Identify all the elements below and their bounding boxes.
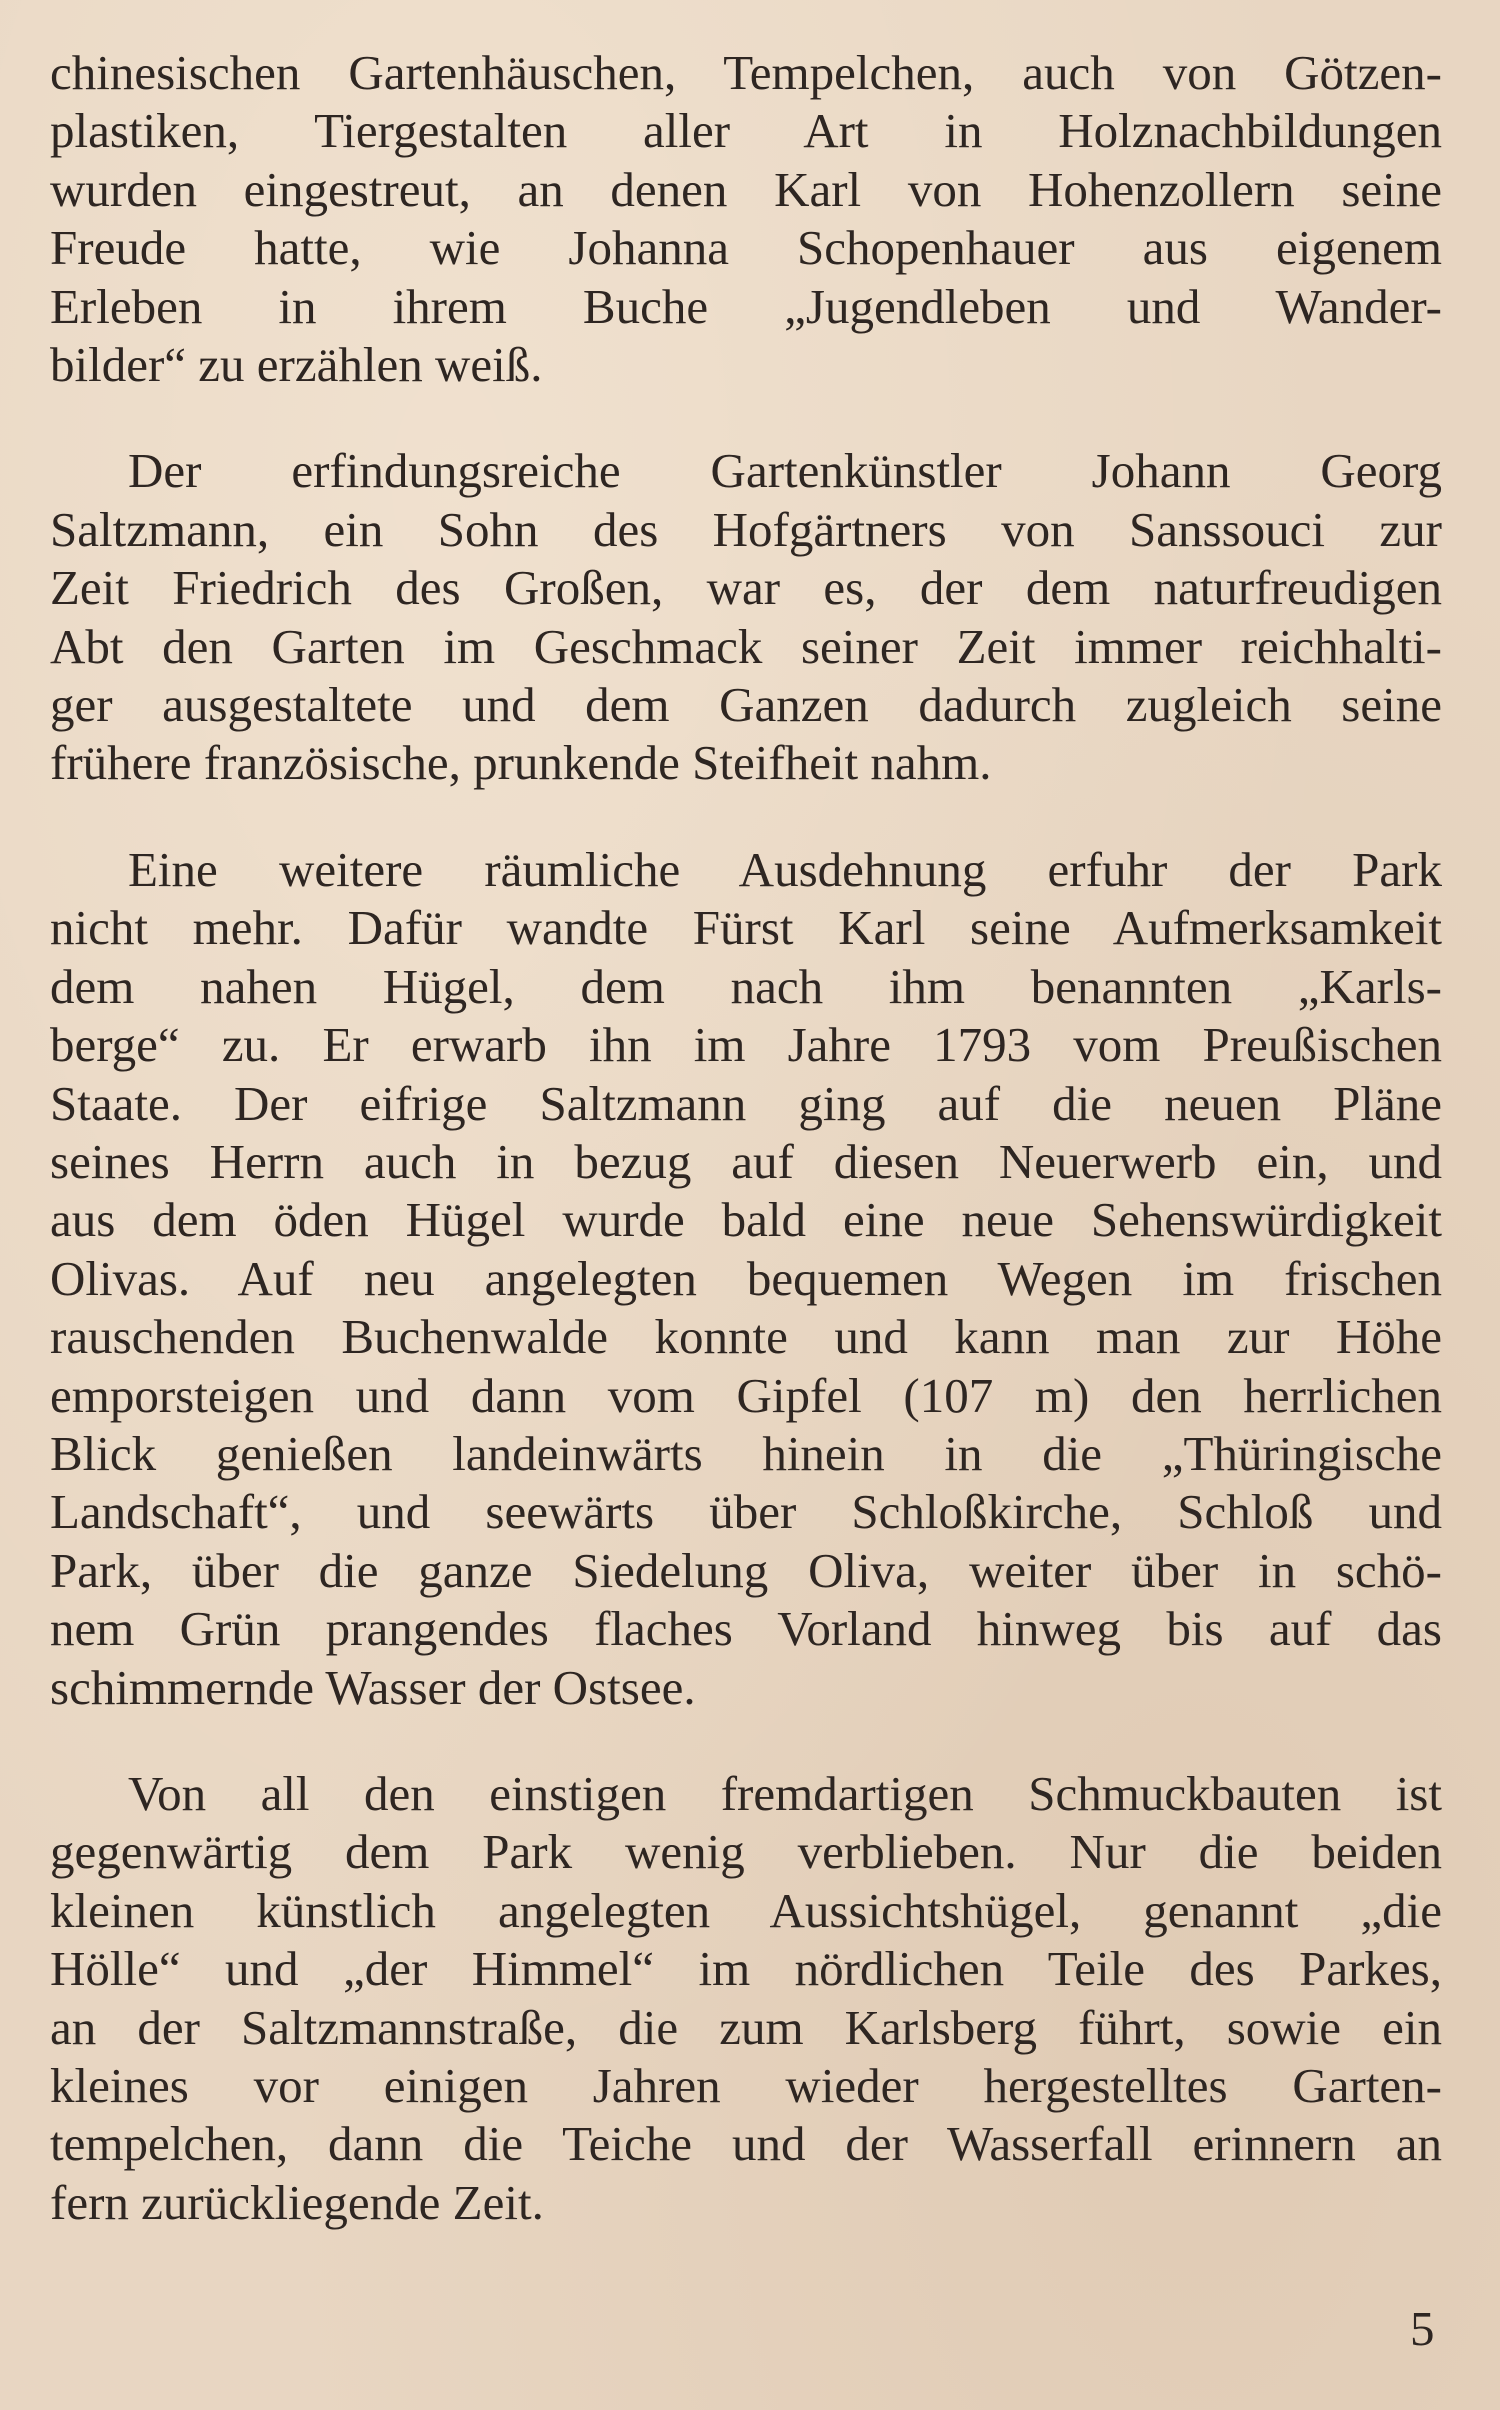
text-line: Freude hatte, wie Johanna Schopenhauer aus eigenem [50, 220, 1442, 276]
text-line: emporsteigen und dann vom Gipfel (107 m) den herrlichen [50, 1367, 1442, 1423]
text-line: wurden eingestreut, an denen Karl von Hohenzollern seine [50, 161, 1442, 217]
text-line: seines Herrn auch in bezug auf diesen Neuerwerb ein, und [50, 1133, 1442, 1189]
text-line: kleinen künstlich angelegten Aussichtshügel, genannt „die [50, 1882, 1442, 1938]
body-text [50, 44, 1442, 2232]
text-line: Olivas. Auf neu angelegten bequemen Wegen im frischen [50, 1250, 1442, 1306]
text-line: plastiken, Tiergestalten aller Art in Holznachbildungen [50, 103, 1442, 159]
text-line: Der erfindungsreiche Gartenkünstler Johann Georg [128, 443, 1442, 499]
text-line: gegenwärtig dem Park wenig verblieben. Nur die beiden [50, 1824, 1442, 1880]
text-line: Saltzmann, ein Sohn des Hofgärtners von Sanssouci zur [50, 501, 1442, 557]
text-line: Hölle“ und „der Himmel“ im nördlichen Teile des Parkes, [50, 1941, 1442, 1997]
paragraph-2 [50, 442, 1442, 792]
text-line: Eine weitere räumliche Ausdehnung erfuhr der Park [128, 841, 1442, 897]
text-line: Park, über die ganze Siedelung Oliva, weiter über in schö- [50, 1542, 1442, 1598]
text-line: chinesischen Gartenhäuschen, Tempelchen, auch von Götzen- [50, 45, 1442, 100]
paragraph-4 [50, 1765, 1442, 2232]
text-line: Abt den Garten im Geschmack seiner Zeit immer reichhalti- [50, 618, 1442, 674]
text-line: Von all den einstigen fremdartigen Schmuckbauten ist [128, 1765, 1442, 1821]
text-line: rauschenden Buchenwalde konnte und kann man zur Höhe [50, 1309, 1442, 1365]
text-line: kleines vor einigen Jahren wieder hergestelltes Garten- [50, 2058, 1442, 2113]
text-line: nem Grün prangendes flaches Vorland hinweg bis auf das [50, 1601, 1442, 1657]
text-line: an der Saltzmannstraße, die zum Karlsberg führt, sowie ein [50, 1999, 1442, 2055]
paragraph-gap [50, 1717, 1442, 1765]
text-line: Erleben in ihrem Buche „Jugendleben und Wander- [50, 278, 1442, 334]
text-line: berge“ zu. Er erwarb ihn im Jahre 1793 vom Preußischen [50, 1017, 1442, 1073]
text-line: Staate. Der eifrige Saltzmann ging auf die neuen Pläne [50, 1075, 1442, 1131]
text-line: fern zurückliegende Zeit. [50, 2174, 544, 2230]
text-line: schimmernde Wasser der Ostsee. [50, 1659, 696, 1715]
text-line: Landschaft“, und seewärts über Schloßkirche, Schloß und [50, 1484, 1442, 1540]
text-line: Zeit Friedrich des Großen, war es, der dem naturfreudigen [50, 560, 1442, 616]
text-line: tempelchen, dann die Teiche und der Wasserfall erinnern an [50, 2116, 1442, 2172]
text-line: bilder“ zu erzählen weiß. [50, 337, 543, 393]
text-line: nicht mehr. Dafür wandte Fürst Karl seine Aufmerksamkeit [50, 900, 1442, 956]
text-line: frühere französische, prunkende Steifheit nahm. [50, 735, 992, 791]
paragraph-gap [50, 793, 1442, 841]
text-line: aus dem öden Hügel wurde bald eine neue Sehenswürdigkeit [50, 1192, 1442, 1248]
text-line: Blick genießen landeinwärts hinein in die „Thüringische [50, 1425, 1442, 1481]
paragraph-1 [50, 44, 1442, 394]
text-line: ger ausgestaltete und dem Ganzen dadurch zugleich seine [50, 677, 1442, 733]
page-number: 5 [1410, 2301, 1435, 2356]
paragraph-3 [50, 841, 1442, 1717]
text-line: dem nahen Hügel, dem nach ihm benannten „Karls- [50, 958, 1442, 1014]
paragraph-gap [50, 394, 1442, 442]
